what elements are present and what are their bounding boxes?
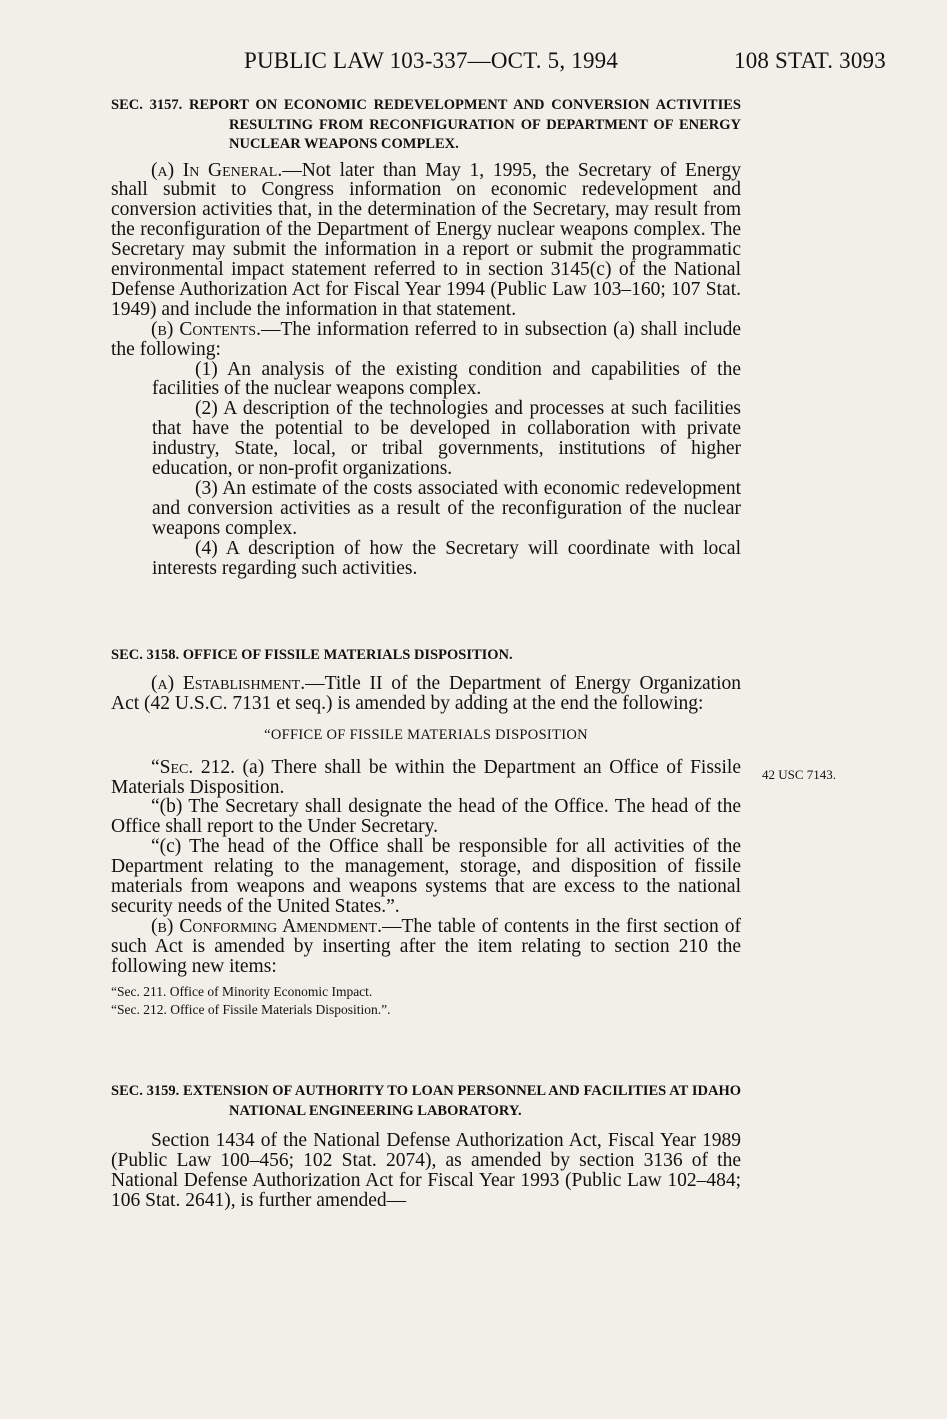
subsection-a-label: (a) Establishment. xyxy=(151,672,306,694)
toc-item: “Sec. 211. Office of Minority Economic Impact. xyxy=(111,983,373,999)
subsection-a-text: —Title II of the Department of Energy Organization Act (42 U.S.C. 7131 et seq.) is amended by adding at the end the following: xyxy=(111,672,741,714)
list-item: (3) An estimate of the costs associated with economic redevelopment and conversion activities as a result of the reconfiguration of the nuclear weapons complex. xyxy=(152,478,741,539)
quoted-heading: “OFFICE OF FISSILE MATERIALS DISPOSITION xyxy=(264,726,588,743)
sec-212-b: “(b) The Secretary shall designate the head of the Office. The head of the Office shall report to the Under Secretary. xyxy=(111,796,741,838)
subsection-a-label: (a) In General. xyxy=(151,159,283,181)
subsection-b-text: —The information referred to in subsection (a) shall include the following: xyxy=(111,318,741,360)
section-3159-text: Section 1434 of the National Defense Authorization Act, Fiscal Year 1989 (Public Law 100–456; 102 Stat. 2074), as amended by section 3136 of the National Defense Authorization Act for Fiscal Year 1993 (Public Law 102–484; 106 Stat. 2641), is further amended— xyxy=(111,1130,741,1211)
subsection-b-text: —The table of contents in the first section of such Act is amended by inserting after the item relating to section 210 the following new items: xyxy=(111,915,741,977)
running-header-stat: 108 STAT. 3093 xyxy=(734,48,886,73)
section-3158-subsection-b xyxy=(111,917,741,977)
section-3157-subsection-b xyxy=(111,320,741,360)
running-header-title: PUBLIC LAW 103-337—OCT. 5, 1994 xyxy=(244,48,619,73)
section-3157 xyxy=(111,96,741,579)
section-3157-heading: SEC. 3157. REPORT ON ECONOMIC REDEVELOPMENT AND CONVERSION ACTIVITIES RESULTING FROM RECONFIGURATION OF DEPARTMENT OF ENERGY NUCLEAR WEAPONS COMPLEX. xyxy=(111,97,741,152)
section-3158-subsection-a xyxy=(111,674,741,714)
sec-212-lead: “Sec. 212. xyxy=(151,756,235,778)
section-3157-subsection-a xyxy=(111,161,741,320)
sec-212-a xyxy=(111,758,741,798)
sec-212-a-text: (a) There shall be within the Department an Office of Fissile Materials Disposition. xyxy=(111,756,742,798)
subsection-b-label: (b) Conforming Amendment. xyxy=(151,915,382,937)
section-3159-heading: SEC. 3159. EXTENSION OF AUTHORITY TO LOAN PERSONNEL AND FACILITIES AT IDAHO NATIONAL ENGINEERING LABORATORY. xyxy=(111,1083,741,1119)
subsection-b-label: (b) Contents. xyxy=(151,318,261,340)
section-3158-heading: SEC. 3158. OFFICE OF FISSILE MATERIALS DISPOSITION. xyxy=(111,647,513,663)
list-item: (4) A description of how the Secretary will coordinate with local interests regarding such activities. xyxy=(152,537,741,579)
subsection-a-text: —Not later than May 1, 1995, the Secretary of Energy shall submit to Congress information on economic redevelopment and conversion activities that, in the determination of the Secretary, may result from the reconfiguration of the Department of Energy nuclear weapons complex. The Secretary may submit the information in a report or submit the programmatic environmental impact statement referred to in section 3145(c) of the National Defense Authorization Act for Fiscal Year 1994 (Public Law 103–160; 107 Stat. 1949) and include the information in that statement. xyxy=(111,159,741,320)
list-item: (2) A description of the technologies and processes at such facilities that have the potential to be developed in collaboration with private industry, State, local, or tribal governments, institutions of higher education, or non-profit organizations. xyxy=(152,398,741,480)
toc-item: “Sec. 212. Office of Fissile Materials Disposition.”. xyxy=(111,1001,391,1017)
section-3158 xyxy=(111,646,741,1019)
toc-items xyxy=(111,983,741,1019)
section-3159 xyxy=(111,1082,741,1211)
sec-212-c: “(c) The head of the Office shall be responsible for all activities of the Department relating to the management, storage, and disposition of fissile materials from weapons and weapons systems that are excess to the national security needs of the United States.”. xyxy=(111,836,741,917)
margin-note: 42 USC 7143. xyxy=(762,767,837,782)
list-item: (1) An analysis of the existing condition and capabilities of the facilities of the nuclear weapons complex. xyxy=(152,358,741,400)
